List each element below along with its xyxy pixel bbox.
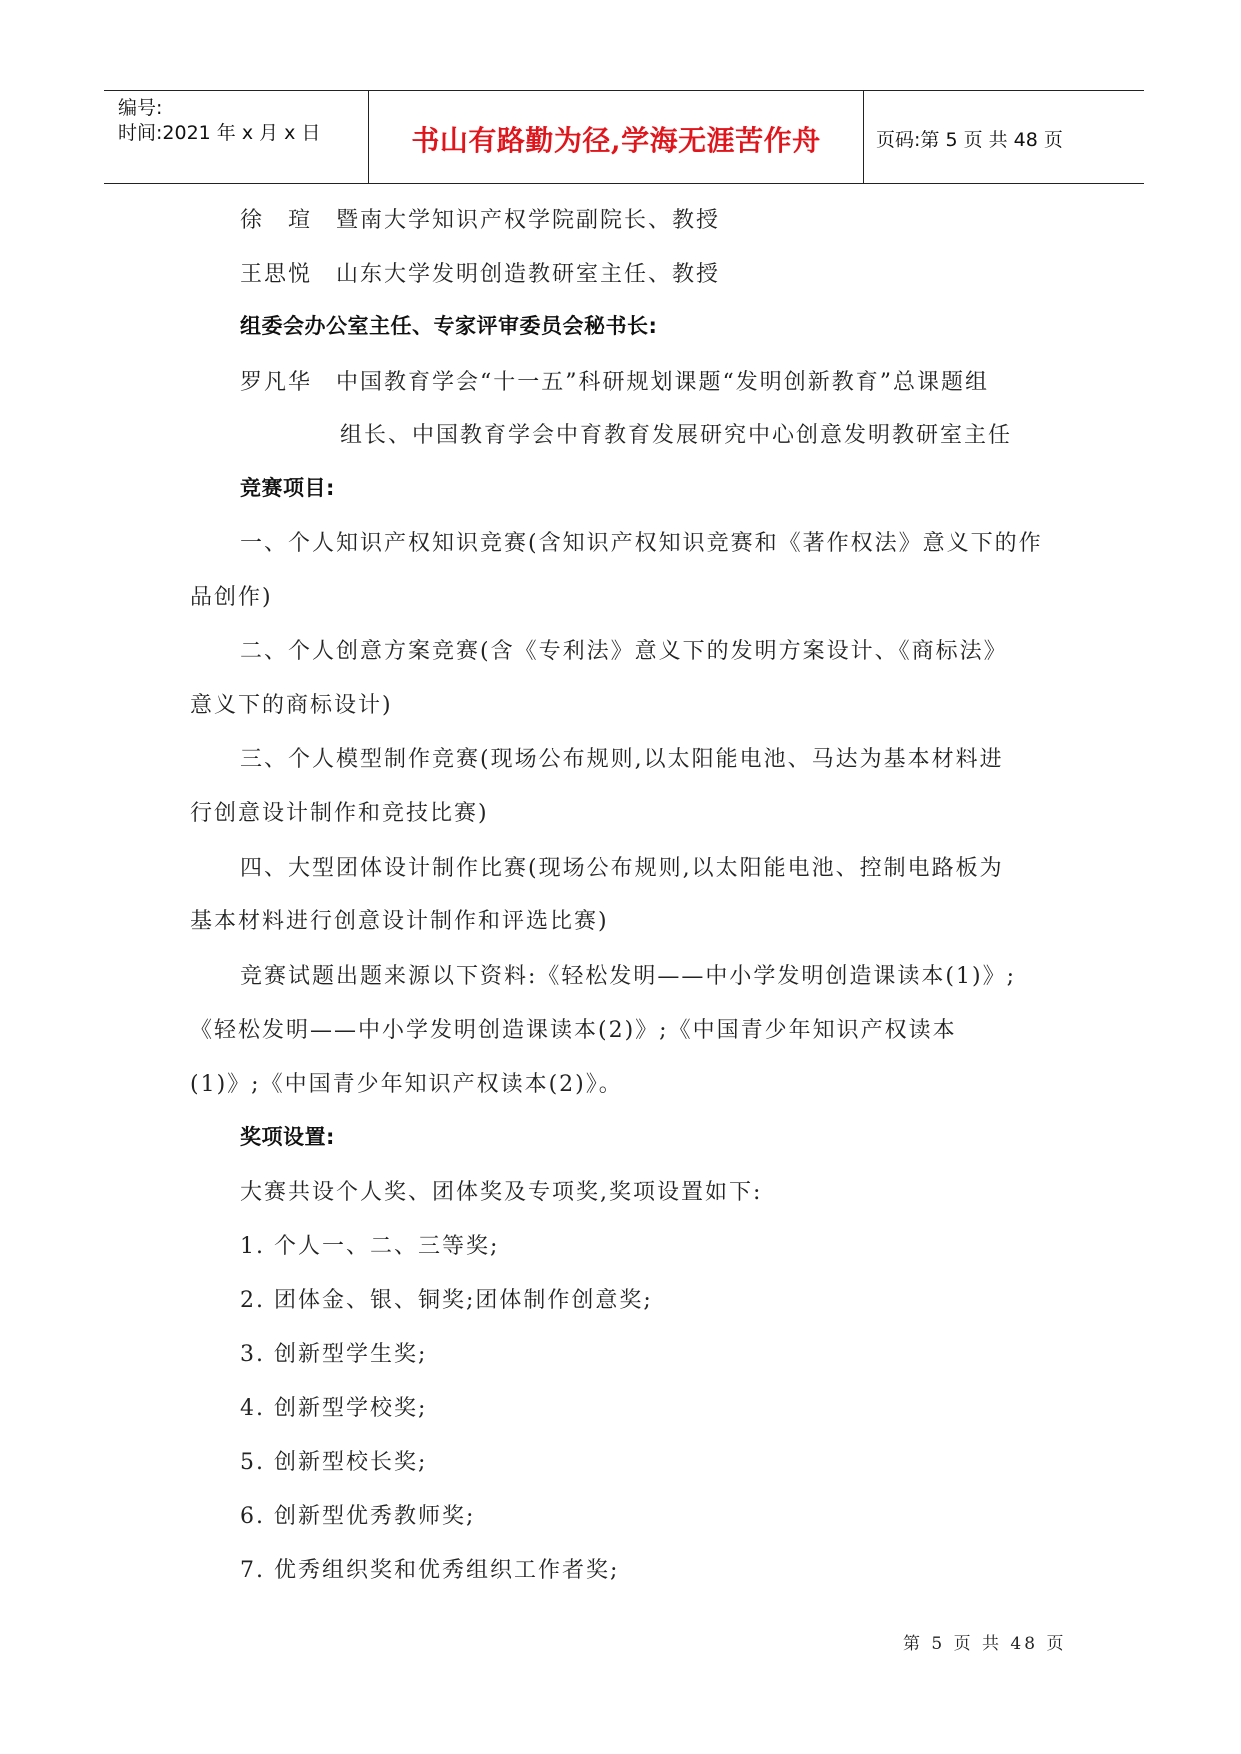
header-motto: 书山有路勤为径,学海无涯苦作舟 [411, 124, 821, 157]
body-line: 四、大型团体设计制作比赛(现场公布规则,以太阳能电池、控制电路板为 [240, 856, 1004, 881]
page-header [104, 90, 1144, 184]
header-page-code: 页码:第 5 页 共 48 页 [876, 129, 1063, 151]
header-motto-cell [368, 91, 864, 183]
body-line: (1)》;《中国青少年知识产权读本(2)》。 [190, 1072, 623, 1097]
header-page-cell [864, 91, 1144, 183]
list-item: 7. 优秀组织奖和优秀组织工作者奖; [240, 1558, 620, 1583]
body-line: 徐 瑄 暨南大学知识产权学院副院长、教授 [240, 208, 721, 233]
header-info-cell [104, 91, 368, 183]
body-line: 二、个人创意方案竞赛(含《专利法》意义下的发明方案设计、《商标法》 [240, 639, 1008, 664]
list-item: 5. 创新型校长奖; [240, 1450, 428, 1475]
body-line: 一、个人知识产权知识竞赛(含知识产权知识竞赛和《著作权法》意义下的作 [240, 531, 1043, 556]
body-line: 品创作) [190, 585, 273, 610]
section-heading: 竞赛项目: [240, 476, 335, 500]
body-line: 王思悦 山东大学发明创造教研室主任、教授 [240, 262, 721, 287]
list-item: 3. 创新型学生奖; [240, 1342, 428, 1367]
body-line: 竞赛试题出题来源以下资料:《轻松发明——中小学发明创造课读本(1)》; [240, 964, 1016, 989]
body-line: 意义下的商标设计) [190, 693, 393, 718]
list-item: 4. 创新型学校奖; [240, 1396, 428, 1421]
body-line: 罗凡华 中国教育学会“十一五”科研规划课题“发明创新教育”总课题组 [240, 370, 989, 395]
number-label: 编号: [118, 97, 163, 119]
body-line: 行创意设计制作和竞技比赛) [190, 801, 489, 826]
section-heading: 奖项设置: [240, 1125, 335, 1149]
page-footer: 第 5 页 共 48 页 [903, 1634, 1067, 1654]
time-label: 时间:2021 年 x 月 x 日 [118, 122, 321, 144]
list-item: 2. 团体金、银、铜奖;团体制作创意奖; [240, 1288, 653, 1313]
list-item: 1. 个人一、二、三等奖; [240, 1234, 500, 1259]
body-line: 基本材料进行创意设计制作和评选比赛) [190, 909, 609, 934]
section-heading: 组委会办公室主任、专家评审委员会秘书长: [240, 314, 658, 338]
list-item: 6. 创新型优秀教师奖; [240, 1504, 476, 1529]
body-line: 组长、中国教育学会中育教育发展研究中心创意发明教研室主任 [340, 423, 1013, 448]
body-line: 《轻松发明——中小学发明创造课读本(2)》;《中国青少年知识产权读本 [190, 1018, 957, 1043]
body-line: 大赛共设个人奖、团体奖及专项奖,奖项设置如下: [240, 1180, 763, 1205]
body-line: 三、个人模型制作竞赛(现场公布规则,以太阳能电池、马达为基本材料进 [240, 747, 1004, 772]
